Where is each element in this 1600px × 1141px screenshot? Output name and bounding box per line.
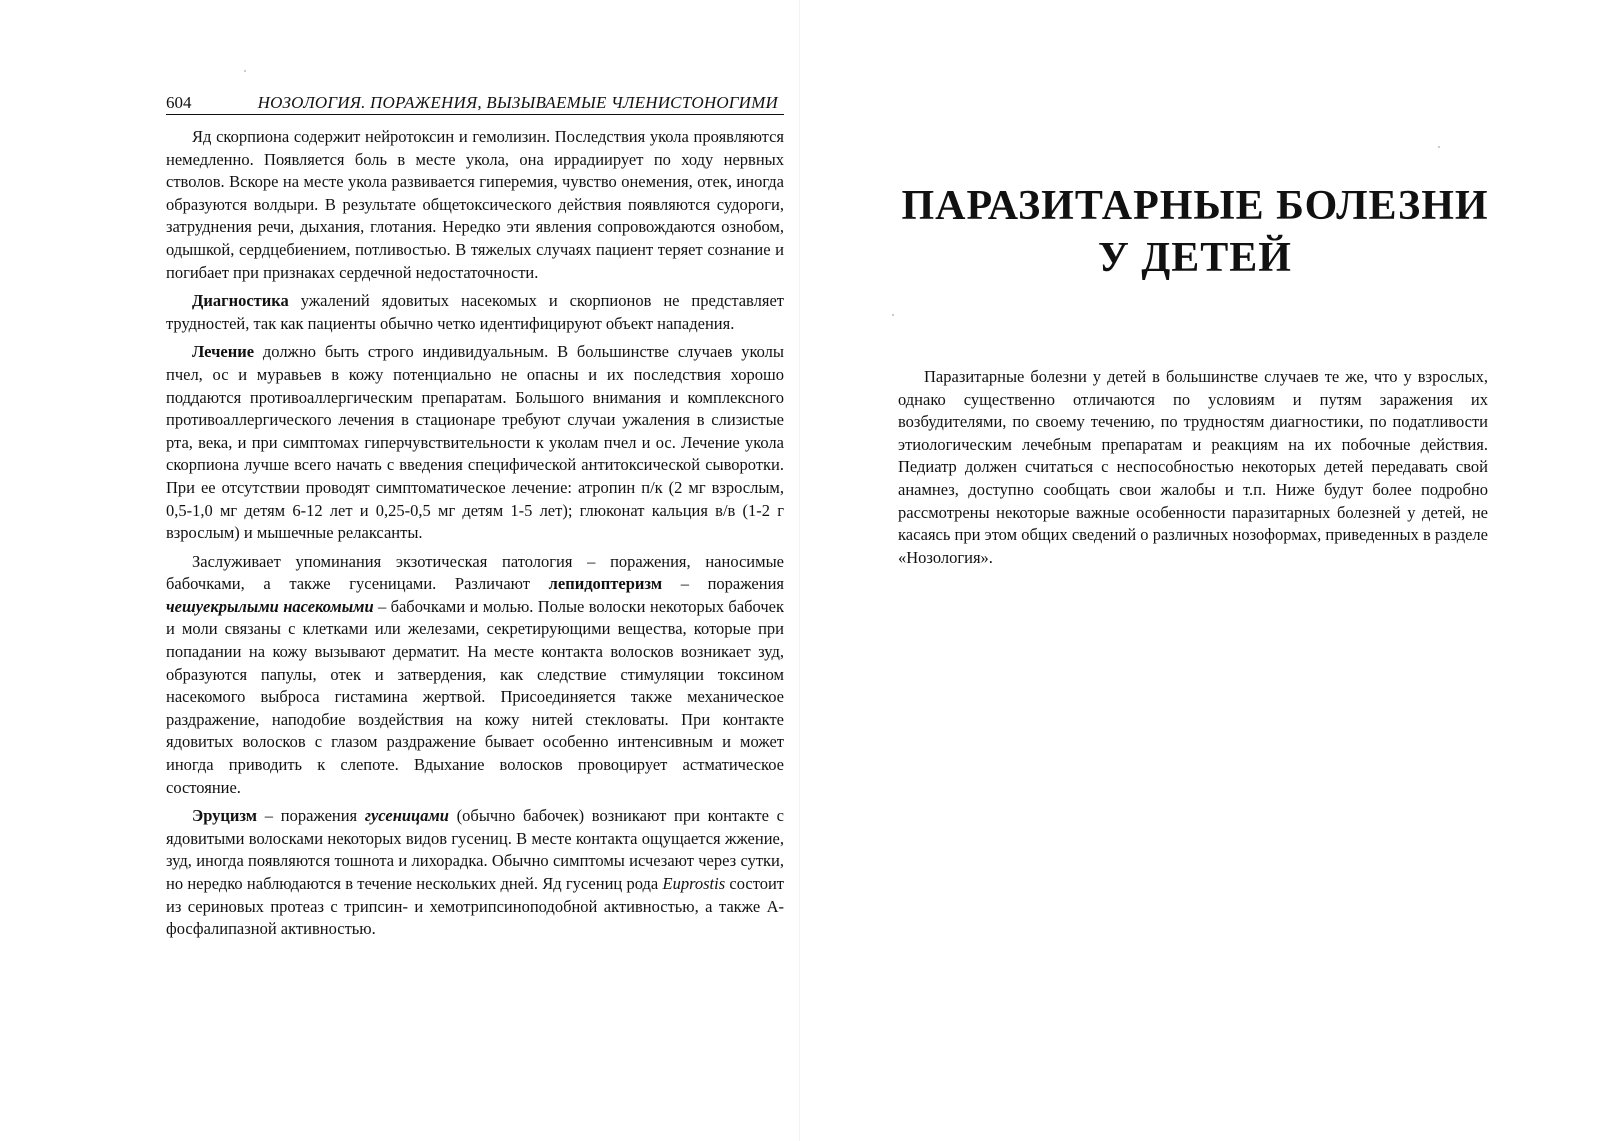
term-lepidopterism: лепидоптеризм	[548, 574, 663, 594]
lepidopterism-intro: Заслуживает упоминания экзотическая патология – поражения, наносимые бабочками, а также гусеницами. Различают	[166, 551, 784, 594]
erucism-dash: – поражения	[257, 806, 365, 826]
page-number: 604	[166, 93, 192, 112]
left-body-text	[166, 126, 784, 947]
paragraph-diagnostics	[166, 290, 784, 335]
erucism-text: (обычно бабочек) возникают при контакте с ядовитыми волосками некоторых видов гусениц. В месте контакта ощущается жжение, зуд, иногда появляются тошнота и лихорадка. Обычно симптомы исчезают через сутки, но нередко наблюдаются в течение нескольких дней. Яд гусениц рода	[166, 806, 785, 893]
paragraph-erucism	[166, 805, 784, 941]
running-head-title: НОЗОЛОГИЯ. ПОРАЖЕНИЯ, ВЫЗЫВАЕМЫЕ ЧЛЕНИСТОНОГИМИ	[257, 93, 778, 112]
running-head	[166, 90, 784, 115]
paragraph-scorpion-venom: Яд скорпиона содержит нейротоксин и гемолизин. Последствия укола проявляются немедленно. Появляется боль в месте укола, она иррадиирует по ходу нервных стволов. Вскоре на месте укола развивается гиперемия, чувство онемения, отек, иногда образуются волдыри. В результате общетоксического действия появляются судороги, затруднения речи, дыхания, глотания. Нередко эти явления сопровождаются ознобом, одышкой, сердцебиением, потливостью. В тяжелых случаях пациент теряет сознание и погибает при признаках сердечной недостаточности.	[166, 127, 784, 282]
chapter-title-line-1: ПАРАЗИТАРНЫЕ БОЛЕЗНИ	[901, 183, 1489, 229]
paragraph-treatment	[166, 341, 784, 544]
erucism-text-end: состоит из сериновых протеаз с трипсин- и хемотрипсиноподобной активностью, а также А-фосфалипазной активностью.	[166, 874, 785, 939]
chapter-title-line-2: У ДЕТЕЙ	[1098, 235, 1292, 281]
paragraph-intro: Паразитарные болезни у детей в большинстве случаев те же, что у взрослых, однако существенно отличаются по условиям и путям заражения их возбудителями, по своему течению, по трудностям диагностики, по податливости этиологическим лечебным препаратам и реакциям на их побочные действия. Педиатр должен считаться с неспособностью некоторых детей передавать свой анамнез, доступно сообщать свои жалобы и т.п. Ниже будут более подробно рассмотрены некоторые важные особенности паразитарных болезней у детей, не касаясь при этом общих сведений о различных нозоформах, приведенных в разделе «Нозология».	[898, 367, 1488, 567]
treatment-text: должно быть строго индивидуальным. В большинстве случаев уколы пчел, ос и муравьев в кожу потенциально не опасны и их последствия хорошо поддаются противоаллергическим препаратам. Большого внимания и комплексного противоаллергического лечения в стационаре требуют случаи ужаления в слизистые рта, века, и при симптомах гиперчувствительности к уколам пчел и ос. Лечение укола скорпиона лучше всего начать с введения специфической антитоксической сыворотки. При ее отсутствии проводят симптоматическое лечение: атропин п/к (2 мг взрослым, 0,5-1,0 мг детям 6-12 лет и 0,25-0,5 мг детям 1-5 лет); глюконат кальция в/в (1-2 г взрослым) и мышечные релаксанты.	[166, 342, 784, 543]
term-erucism: Эруцизм	[192, 806, 258, 826]
right-page	[800, 0, 1600, 1141]
term-caterpillars: гусеницами	[364, 806, 449, 826]
genus-name: Euprostis	[662, 874, 726, 893]
scan-speck	[892, 314, 894, 316]
scan-speck	[244, 70, 246, 72]
term-diagnostics: Диагностика	[192, 291, 289, 311]
lepidopterism-text: – бабочками и молью. Полые волоски некоторых бабочек и моли связаны с клетками или железами, секретирующими вещества, которые при попадании на кожу вызывают дерматит. На месте контакта волосков возникает зуд, образуются папулы, отек и затвердения, как следствие стимуляции токсином насекомого выброса гистамина жертвой. Присоединяется также механическое раздражение, наподобие воздействия на кожу нитей стекловаты. При контакте ядовитых волосков с глазом раздражение бывает особенно интенсивным и может иногда приводить к слепоте. Вдыхание волосков провоцирует астматическое состояние.	[166, 596, 784, 797]
scan-speck	[1438, 146, 1440, 148]
term-lepidoptera-insects: чешуекрылыми насекомыми	[166, 596, 374, 616]
diagnostics-text: ужалений ядовитых насекомых и скорпионов не представляет трудностей, так как пациенты обычно четко идентифицируют объект нападения.	[166, 291, 784, 333]
right-body-text	[898, 366, 1488, 569]
term-treatment: Лечение	[192, 342, 255, 362]
paragraph-lepidopterism	[166, 551, 784, 800]
lepidopterism-dash: – поражения	[662, 574, 784, 594]
chapter-title	[900, 180, 1490, 284]
